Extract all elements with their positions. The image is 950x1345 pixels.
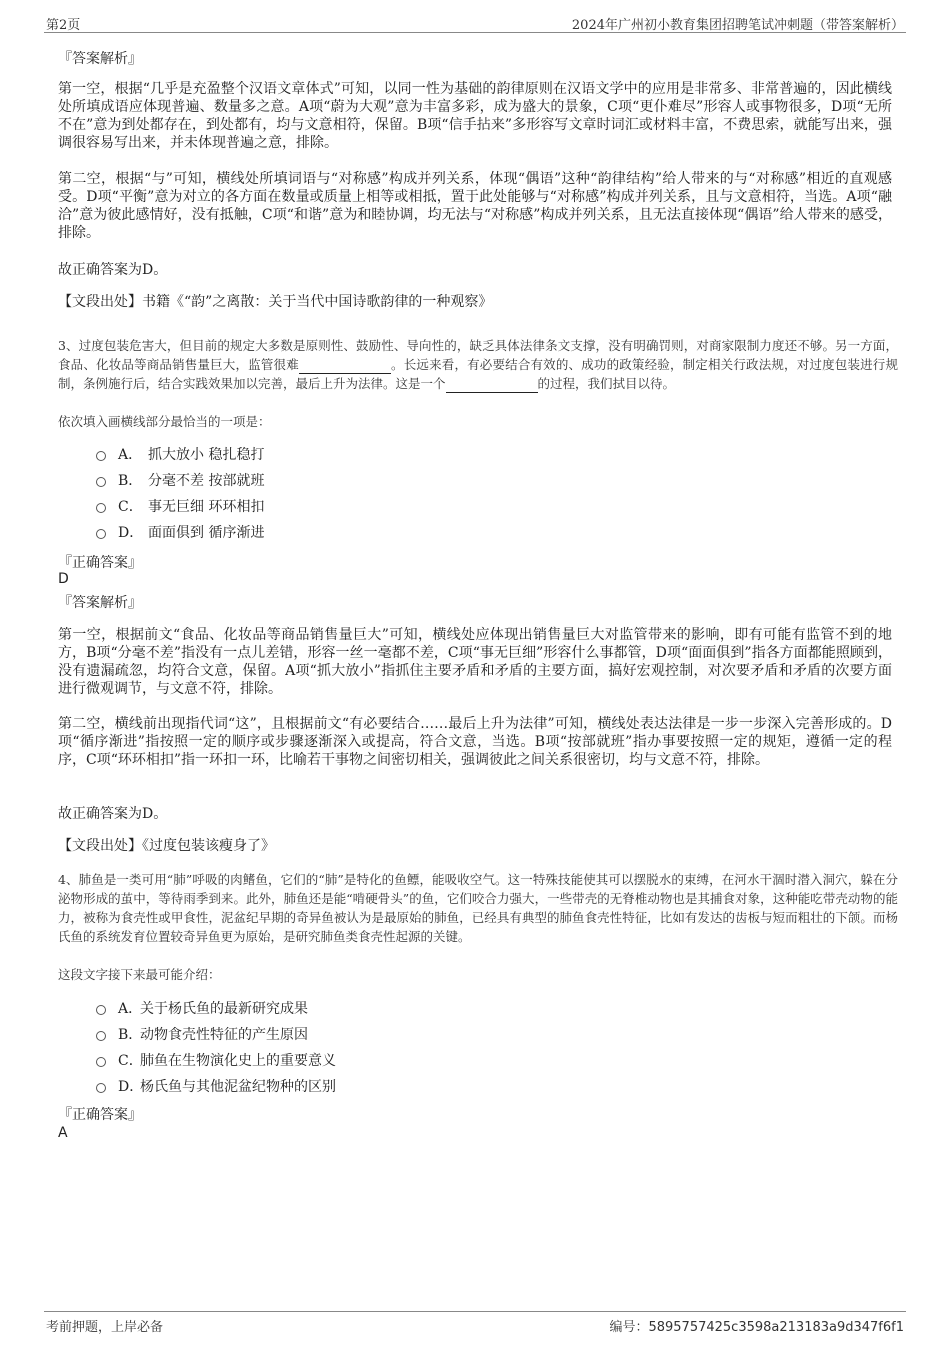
radio-button[interactable] — [96, 1083, 106, 1093]
page-footer — [44, 1311, 906, 1336]
correct-answer-label: 『正确答案』 — [58, 1107, 142, 1123]
option-b[interactable]: B． 分毫不差 按部就班 — [96, 470, 264, 490]
question-3-text: 3、过度包装危害大，但目前的规定大多数是原则性、鼓励性、导向性的，缺乏具体法律条文支撑，没有明确罚则，对商家限制力度还不够。另一方面，食品、化妆品等商品销售量巨大，监管很难 。长远来看，有必要结合有效的、成功的政策经验，制定相关行政法规，对过度包装进行规制，条例施行后，结合实践效果加以完善，最后上升为法律。这是一个 的过程，我们拭目以待。 — [58, 338, 898, 391]
option-c[interactable]: C． 事无巨细 环环相扣 — [96, 496, 264, 516]
footer-slogan: 考前押题，上岸必备 — [46, 1320, 164, 1335]
option-c[interactable]: C． 肺鱼在生物演化史上的重要意义 — [96, 1050, 336, 1070]
analysis-label: 『答案解析』 — [58, 595, 142, 611]
radio-button[interactable] — [96, 1057, 106, 1067]
radio-button[interactable] — [96, 503, 106, 513]
correct-answer: D — [58, 571, 69, 587]
analysis-label: 『答案解析』 — [58, 51, 142, 67]
blank-1 — [299, 360, 391, 374]
page-header — [44, 12, 906, 33]
page-number: 第2页 — [46, 18, 81, 33]
radio-button[interactable] — [96, 477, 106, 487]
blank-2 — [446, 379, 538, 393]
option-a[interactable]: A． 关于杨氏鱼的最新研究成果 — [96, 998, 308, 1018]
source-citation: 【文段出处】书籍《“韵”之离散：关于当代中国诗歌韵律的一种观察》 — [58, 294, 493, 310]
question-4-prompt: 这段文字接下来最可能介绍： — [58, 967, 221, 982]
analysis-paragraph-1: 第一空，根据前文“食品、化妆品等商品销售量巨大”可知，横线处应体现出销售量巨大对监管带来的影响，即有可能有监管不到的地方，B项“分毫不差”指没有一点儿差错，形容一丝一毫都不差，C项“事无巨细”形容什么事都管，D项“面面俱到”指各方面都能照顾到，没有遗漏疏忽，均符合文意，保留。A项“抓大放小”指抓住主要矛盾和矛盾的主要方面，搞好宏观控制，对次要矛盾和矛盾的次要方面进行微观调节，与文意不符，排除。 — [58, 627, 892, 697]
analysis-paragraph-2: 第二空，横线前出现指代词“这”，且根据前文“有必要结合……最后上升为法律”可知，横线处表达法律是一步一步深入完善形成的。D项“循序渐进”指按照一定的顺序或步骤逐渐深入或提高，符合文意，当选。B项“按部就班”指办事要按照一定的规矩，遵循一定的程序，C项“环环相扣”指一环扣一环，比喻若干事物之间密切相关，强调彼此之间关系很密切，均与文意不符，排除。 — [58, 716, 892, 768]
document-code: 编号：5895757425c3598a213183a9d347f6f1 — [609, 1320, 904, 1335]
document-title: 2024年广州初小教育集团招聘笔试冲刺题（带答案解析） — [571, 18, 904, 33]
option-label: 肺鱼在生物演化史上的重要意义 — [140, 1053, 336, 1069]
analysis-paragraph-2: 第二空，根据“与”可知，横线处所填词语与“对称感”构成并列关系，体现“偶语”这种“韵律结构”给人带来的与“对称感”相近的直观感受。D项“平衡”意为对立的各方面在数量或质量上相等或相抵，置于此处能够与“对称感”构成并列关系，且与文意相符，当选。A项“融洽”意为彼此感情好，没有抵触，C项“和谐”意为和睦协调，均无法与“对称感”构成并列关系，且无法直接体现“偶语”给人带来的感受，排除。 — [58, 171, 892, 241]
source-citation: 【文段出处】《过度包装该瘦身了》 — [58, 838, 275, 854]
conclusion: 故正确答案为D。 — [58, 262, 168, 278]
option-label: 抓大放小 稳扎稳打 — [148, 447, 265, 463]
option-b[interactable]: B． 动物食壳性特征的产生原因 — [96, 1024, 308, 1044]
option-label: 动物食壳性特征的产生原因 — [140, 1027, 308, 1043]
question-3-prompt: 依次填入画横线部分最恰当的一项是： — [58, 414, 271, 429]
radio-button[interactable] — [96, 529, 106, 539]
conclusion: 故正确答案为D。 — [58, 806, 168, 822]
radio-button[interactable] — [96, 1031, 106, 1041]
option-label: 杨氏鱼与其他泥盆纪物种的区别 — [140, 1079, 336, 1095]
option-label: 面面俱到 循序渐进 — [148, 525, 265, 541]
radio-button[interactable] — [96, 451, 106, 461]
option-label: 事无巨细 环环相扣 — [148, 499, 265, 515]
analysis-paragraph-1: 第一空，根据“几乎是充盈整个汉语文章体式”可知，以同一性为基础的韵律原则在汉语文学中的应用是非常多、非常普遍的，因此横线处所填成语应体现普遍、数量多之意。A项“蔚为大观”意为丰富多彩，成为盛大的景象，C项“更仆难尽”形容人或事物很多，D项“无所不在”意为到处都存在，到处都有，均与文意相符，保留。B项“信手拈来”多形容写文章时词汇或材料丰富，不费思索，就能写出来，强调很容易写出来，并未体现普遍之意，排除。 — [58, 81, 892, 151]
correct-answer-label: 『正确答案』 — [58, 555, 142, 571]
option-a[interactable]: A． 抓大放小 稳扎稳打 — [96, 444, 264, 464]
correct-answer: A — [58, 1125, 68, 1141]
option-d[interactable]: D． 面面俱到 循序渐进 — [96, 522, 264, 542]
option-d[interactable]: D． 杨氏鱼与其他泥盆纪物种的区别 — [96, 1076, 336, 1096]
radio-button[interactable] — [96, 1005, 106, 1015]
question-4-text: 4、肺鱼是一类可用“肺”呼吸的肉鳍鱼，它们的“肺”是特化的鱼鳔，能吸收空气。这一特殊技能使其可以摆脱水的束缚，在河水干涸时潜入洞穴，躲在分泌物形成的茧中，等待雨季到来。此外，肺鱼还是能“啃硬骨头”的鱼，它们咬合力强大，一些带壳的无脊椎动物也是其捕食对象，这种能吃带壳动物的能力，被称为食壳性或甲食性，泥盆纪早期的奇异鱼被认为是最原始的肺鱼，已经具有典型的肺鱼食壳性特征，比如有发达的齿板与短而粗壮的下颌。而杨氏鱼的系统发育位置较奇异鱼更为原始，是研究肺鱼类食壳性起源的关键。 — [58, 872, 898, 944]
option-label: 关于杨氏鱼的最新研究成果 — [140, 1001, 308, 1017]
option-label: 分毫不差 按部就班 — [148, 473, 265, 489]
